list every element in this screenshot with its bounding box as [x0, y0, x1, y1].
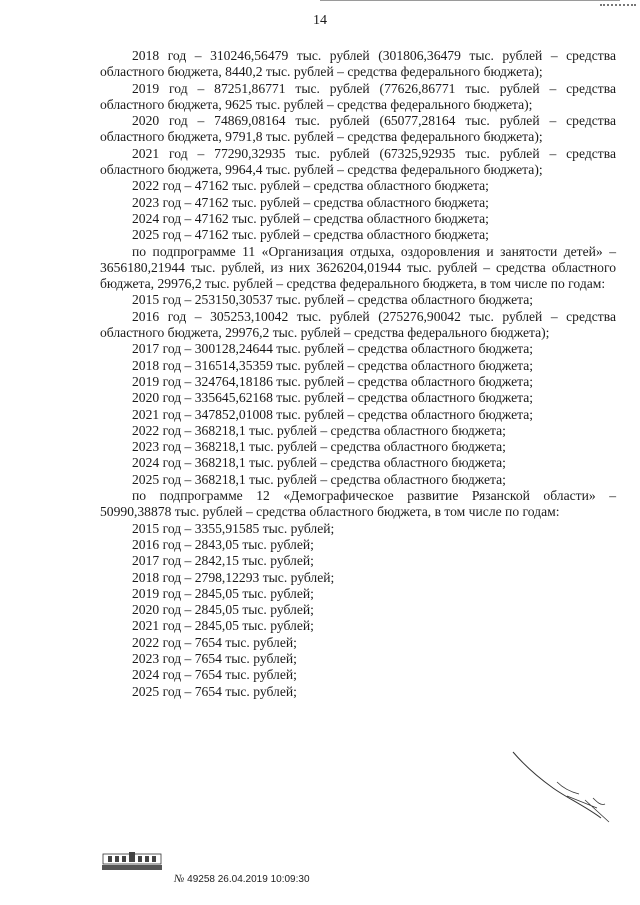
- paragraph: по подпрограмме 12 «Демографическое развитие Рязанской области» – 50990,38878 тыс. рублей – средства областного бюджета, в том числе по годам:: [100, 488, 616, 520]
- paragraph: 2018 год – 2798,12293 тыс. рублей;: [132, 569, 335, 585]
- paragraph: 2016 год – 2843,05 тыс. рублей;: [132, 536, 314, 552]
- registration-stamp: [174, 873, 310, 886]
- handwritten-signature: [505, 748, 615, 828]
- paragraph: 2023 год – 7654 тыс. рублей;: [132, 650, 297, 666]
- paragraph: 2019 год – 324764,18186 тыс. рублей – средства областного бюджета;: [132, 373, 534, 389]
- paragraph: 2024 год – 368218,1 тыс. рублей – средства областного бюджета;: [132, 455, 506, 471]
- document-body: [100, 48, 616, 700]
- registration-timestamp: 26.04.2019 10:09:30: [217, 874, 310, 885]
- paragraph: 2015 год – 253150,30537 тыс. рублей – средства областного бюджета;: [132, 292, 534, 308]
- paragraph: 2025 год – 7654 тыс. рублей;: [132, 683, 297, 699]
- scan-artifact-dots: [600, 4, 636, 10]
- paragraph: 2019 год – 2845,05 тыс. рублей;: [132, 585, 314, 601]
- paragraph: 2018 год – 310246,56479 тыс. рублей (301806,36479 тыс. рублей – средства областного бюджета, 8440,2 тыс. рублей – средства федерального бюджета);: [100, 48, 616, 80]
- page-number: 14: [313, 13, 327, 28]
- paragraph: 2024 год – 7654 тыс. рублей;: [132, 667, 297, 683]
- paragraph: 2019 год – 87251,86771 тыс. рублей (77626,86771 тыс. рублей – средства областного бюджета, 9625 тыс. рублей – средства федерального бюджета);: [100, 80, 616, 112]
- paragraph: 2015 год – 3355,91585 тыс. рублей;: [132, 520, 335, 536]
- paragraph: 2018 год – 316514,35359 тыс. рублей – средства областного бюджета;: [132, 357, 534, 373]
- paragraph: 2025 год – 368218,1 тыс. рублей – средства областного бюджета;: [132, 471, 506, 487]
- document-number: 49258: [187, 874, 215, 885]
- scan-artifact-top-line: [320, 0, 620, 7]
- paragraph: 2020 год – 335645,62168 тыс. рублей – средства областного бюджета;: [132, 390, 534, 406]
- paragraph: 2024 год – 47162 тыс. рублей – средства областного бюджета;: [132, 210, 489, 226]
- regional-emblem-logo: [100, 850, 164, 872]
- paragraph: 2022 год – 47162 тыс. рублей – средства областного бюджета;: [132, 178, 489, 194]
- paragraph: 2021 год – 77290,32935 тыс. рублей (67325,92935 тыс. рублей – средства областного бюджета, 9964,4 тыс. рублей – средства федерального бюджета);: [100, 145, 616, 178]
- paragraph: 2017 год – 300128,24644 тыс. рублей – средства областного бюджета;: [132, 341, 534, 357]
- paragraph: 2020 год – 74869,08164 тыс. рублей (65077,28164 тыс. рублей – средства областного бюджета, 9791,8 тыс. рублей – средства федерального бюджета);: [100, 113, 616, 145]
- paragraph: 2021 год – 2845,05 тыс. рублей;: [132, 618, 314, 634]
- paragraph: 2023 год – 368218,1 тыс. рублей – средства областного бюджета;: [132, 439, 506, 455]
- paragraph: 2021 год – 347852,01008 тыс. рублей – средства областного бюджета;: [132, 406, 534, 422]
- number-sign: №: [174, 873, 185, 885]
- paragraph: 2017 год – 2842,15 тыс. рублей;: [132, 553, 314, 569]
- paragraph: 2022 год – 368218,1 тыс. рублей – средства областного бюджета;: [132, 422, 506, 438]
- paragraph: по подпрограмме 11 «Организация отдыха, оздоровления и занятости детей» – 3656180,21944 тыс. рублей, из них 3626204,01944 тыс. рублей – средства областного бюджета, 29976,2 тыс. рублей – средства федерального бюджета, в том числе по годам:: [100, 243, 616, 292]
- paragraph: 2016 год – 305253,10042 тыс. рублей (275276,90042 тыс. рублей – средства областного бюджета, 29976,2 тыс. рублей – средства федерального бюджета);: [100, 308, 616, 341]
- paragraph: 2020 год – 2845,05 тыс. рублей;: [132, 602, 314, 618]
- paragraph: 2025 год – 47162 тыс. рублей – средства областного бюджета;: [132, 227, 489, 243]
- paragraph: 2022 год – 7654 тыс. рублей;: [132, 634, 297, 650]
- paragraph: 2023 год – 47162 тыс. рублей – средства областного бюджета;: [132, 194, 489, 210]
